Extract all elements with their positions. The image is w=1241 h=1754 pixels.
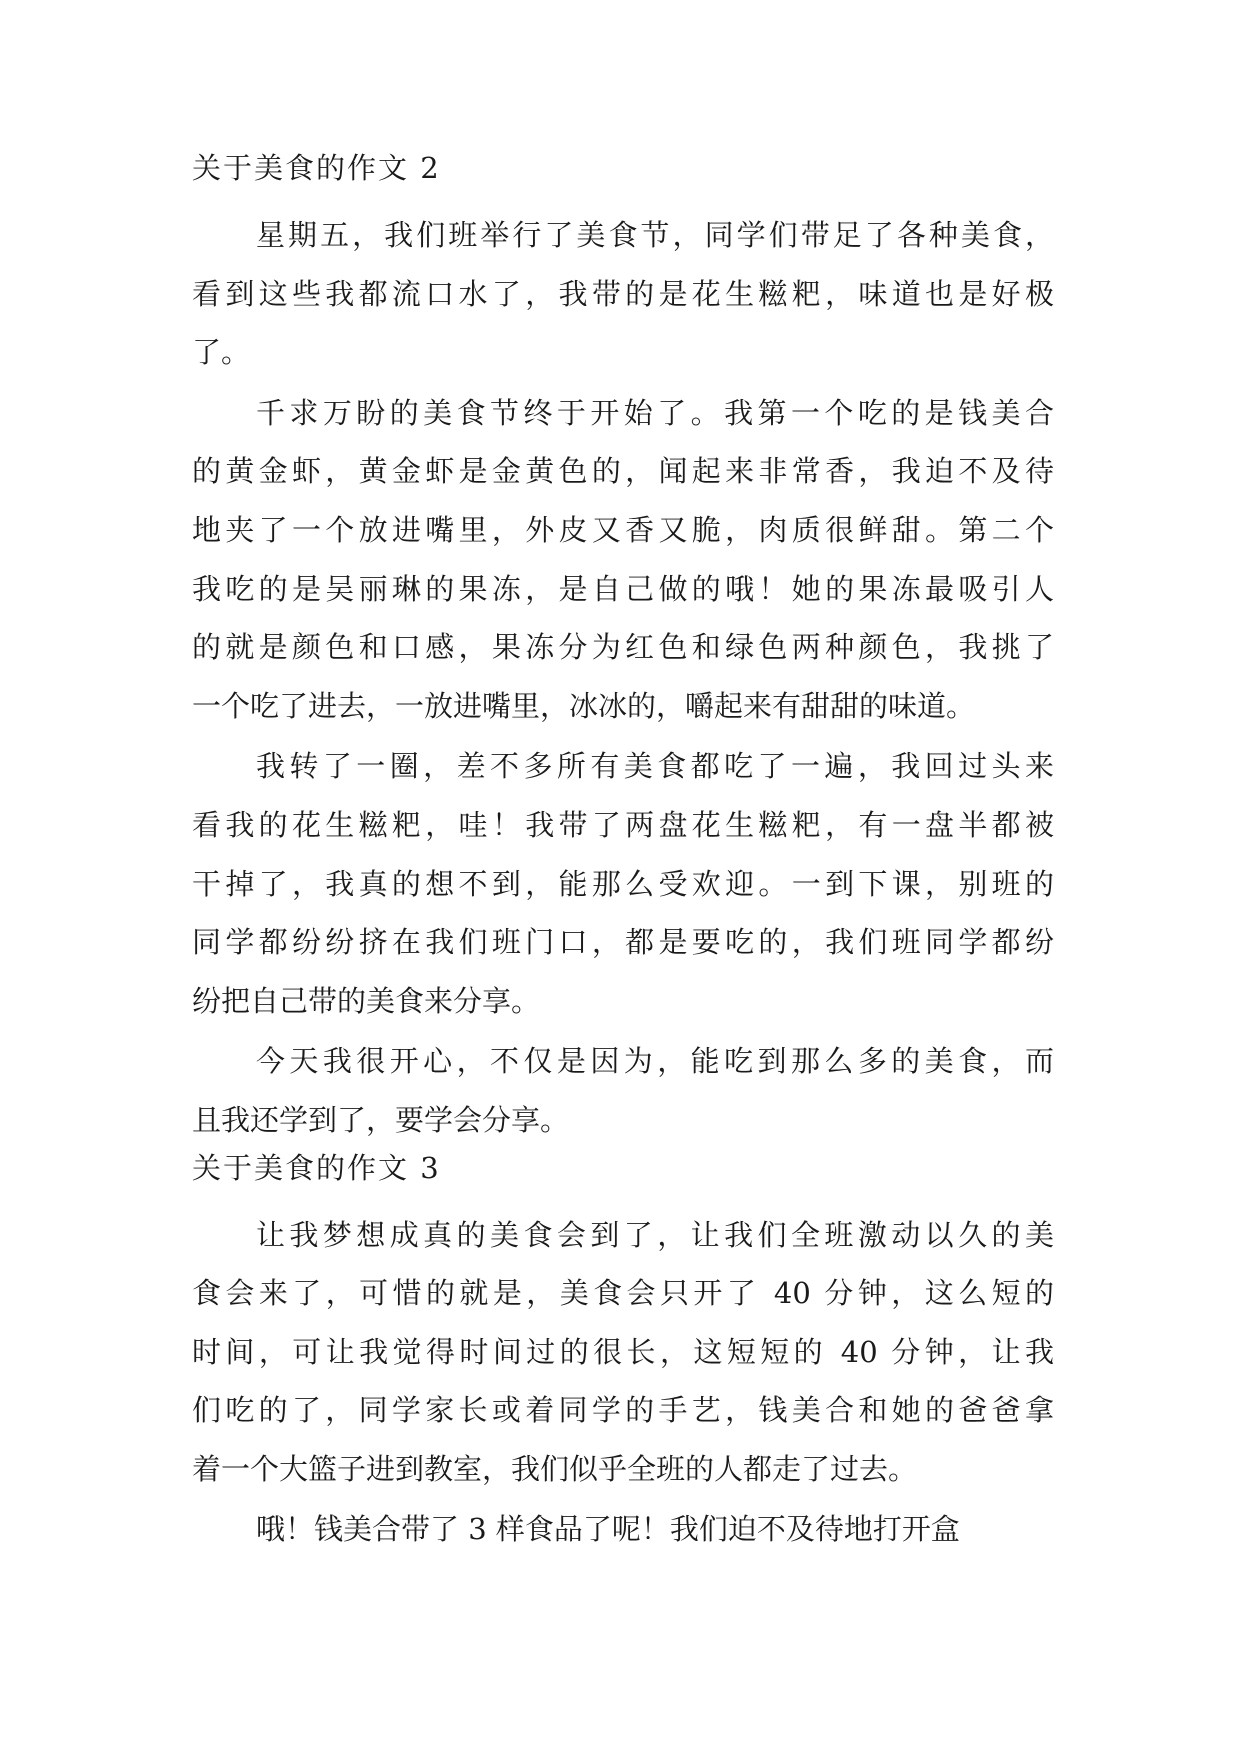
paragraph-line: 食会来了，可惜的就是，美食会只开了 40 分钟，这么短的 bbox=[192, 1276, 1054, 1311]
paragraph-line: 我转了一圈，差不多所有美食都吃了一遍，我回过头来 bbox=[256, 749, 1054, 784]
paragraph-line: 看到这些我都流口水了，我带的是花生糍粑，味道也是好极 bbox=[192, 276, 1054, 311]
paragraph-line: 且我还学到了，要学会分享。 bbox=[192, 1102, 570, 1137]
paragraph-line: 纷把自己带的美食来分享。 bbox=[192, 983, 541, 1018]
paragraph-line: 星期五，我们班举行了美食节，同学们带足了各种美食， bbox=[256, 218, 1054, 252]
section-title: 关于美食的作文 3 bbox=[192, 1150, 441, 1185]
paragraph-line: 让我梦想成真的美食会到了，让我们全班激动以久的美 bbox=[256, 1217, 1054, 1252]
paragraph-line: 的就是颜色和口感，果冻分为红色和绿色两种颜色，我挑了 bbox=[192, 630, 1054, 665]
paragraph-line: 千求万盼的美食节终于开始了。我第一个吃的是钱美合 bbox=[256, 395, 1054, 430]
paragraph bbox=[192, 384, 1054, 736]
paragraph bbox=[192, 1032, 1054, 1149]
paragraph-line: 们吃的了，同学家长或着同学的手艺，钱美合和她的爸爸拿 bbox=[192, 1393, 1054, 1428]
paragraph-line: 我吃的是吴丽琳的果冻，是自己做的哦！她的果冻最吸引人 bbox=[192, 571, 1054, 606]
paragraph bbox=[192, 1206, 1054, 1499]
paragraph-line: 哦！钱美合带了 3 样食品了呢！我们迫不及待地打开盒 bbox=[256, 1512, 960, 1547]
paragraph bbox=[192, 1500, 1054, 1559]
paragraph-line: 看我的花生糍粑，哇！我带了两盘花生糍粑，有一盘半都被 bbox=[192, 807, 1054, 842]
paragraph-line: 同学都纷纷挤在我们班门口，都是要吃的，我们班同学都纷 bbox=[192, 925, 1054, 960]
document-page bbox=[192, 150, 1054, 1561]
section-title: 关于美食的作文 2 bbox=[192, 151, 441, 185]
paragraph-line: 地夹了一个放进嘴里，外皮又香又脆，肉质很鲜甜。第二个 bbox=[192, 512, 1054, 547]
paragraph bbox=[192, 737, 1054, 1030]
paragraph-line: 干掉了，我真的想不到，能那么受欢迎。一到下课，别班的 bbox=[192, 866, 1054, 901]
paragraph-line: 着一个大篮子进到教室，我们似乎全班的人都走了过去。 bbox=[192, 1451, 918, 1486]
paragraph bbox=[192, 206, 1054, 382]
paragraph-line: 时间，可让我觉得时间过的很长，这短短的 40 分钟，让我 bbox=[192, 1334, 1054, 1369]
paragraph-line: 一个吃了进去，一放进嘴里，冰冰的，嚼起来有甜甜的味道。 bbox=[192, 688, 976, 723]
paragraph-line: 的黄金虾，黄金虾是金黄色的，闻起来非常香，我迫不及待 bbox=[192, 454, 1054, 489]
paragraph-line: 今天我很开心，不仅是因为，能吃到那么多的美食，而 bbox=[256, 1044, 1054, 1079]
paragraph-line: 了。 bbox=[192, 335, 251, 370]
